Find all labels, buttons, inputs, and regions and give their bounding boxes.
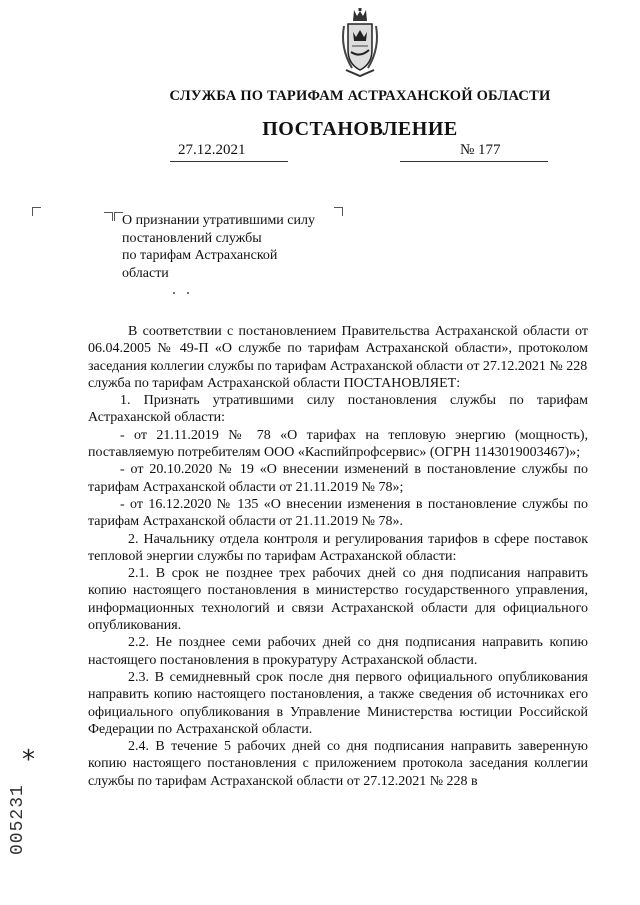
body-paragraph: 2.3. В семидневный срок после дня первого официального опубликования направить копию настоящего постановления, а также сведения об источниках его официального опубликования в Управление Министерства юстиции Российской Федерации по Астраханской области. bbox=[88, 669, 588, 737]
number-underline bbox=[400, 161, 548, 162]
body-paragraph: служба по тарифам Астраханской области ПОСТАНОВЛЯЕТ: bbox=[88, 375, 461, 391]
date-underline bbox=[170, 161, 288, 162]
margin-registration-code: 005231 bbox=[8, 784, 28, 855]
subject-line: по тарифам Астраханской bbox=[122, 248, 278, 263]
coat-of-arms-icon bbox=[330, 8, 390, 80]
body-paragraph: 1. Признать утратившими силу постановления службы по тарифам Астраханской области: bbox=[88, 393, 588, 426]
body-paragraph: 2.1. В срок не позднее трех рабочих дней со дня подписания направить копию настоящего постановления в министерство государственного управления, информационных технологий и связи Астраханской области для официального опубликования. bbox=[88, 566, 588, 634]
body-paragraph: 2.2. Не позднее семи рабочих дней со дня подписания направить копию настоящего постановления в прокуратуру Астраханской области. bbox=[88, 635, 588, 668]
organization-name: СЛУЖБА ПО ТАРИФАМ АСТРАХАНСКОЙ ОБЛАСТИ bbox=[169, 88, 551, 104]
body-paragraph: - от 20.10.2020 № 19 «О внесении изменений в постановление службы по тарифам Астраханской области от 21.11.2019 № 78»; bbox=[88, 462, 588, 495]
scan-speck bbox=[187, 292, 189, 294]
body-paragraph: - от 16.12.2020 № 135 «О внесении изменения в постановление службы по тарифам Астраханской области от 21.11.2019 № 78». bbox=[88, 496, 588, 530]
document-number: № 177 bbox=[460, 142, 501, 158]
subject-line: постановлений службы bbox=[122, 230, 262, 246]
margin-asterisk-mark: * bbox=[22, 745, 35, 775]
subject-line: области bbox=[122, 265, 169, 281]
corner-mark-subject-left bbox=[104, 212, 113, 221]
body-paragraph: 2.4. В течение 5 рабочих дней со дня подписания направить заверенную копию настоящего постановления с приложением протокола заседания коллегии службы по тарифам Астраханской области от 27.12.2021 № 228 в bbox=[88, 739, 588, 789]
scan-speck bbox=[173, 292, 175, 294]
body-paragraph: - от 21.11.2019 № 78 «О тарифах на тепловую энергию (мощность), поставляемую потребителям ООО «Каспийпрофсервис» (ОГРН 1143019003467)»; bbox=[88, 427, 588, 461]
subject-block bbox=[122, 212, 362, 282]
document-body bbox=[88, 323, 588, 790]
document-date: 27.12.2021 bbox=[178, 142, 246, 158]
corner-mark-left bbox=[32, 207, 41, 216]
subject-line: О признании утратившими силу bbox=[122, 213, 315, 228]
document-title: ПОСТАНОВЛЕНИЕ bbox=[262, 118, 458, 140]
body-paragraph: В соответствии с постановлением Правительства Астраханской области от 06.04.2005 № 49-П «О службе по тарифам Астраханской области», протоколом заседания коллегии службы по тарифам Астраханской области от 27.12.2021 № 228 bbox=[88, 324, 588, 374]
body-paragraph: 2. Начальнику отдела контроля и регулирования тарифов в сфере поставок тепловой энергии службы по тарифам Астраханской области: bbox=[88, 531, 588, 564]
